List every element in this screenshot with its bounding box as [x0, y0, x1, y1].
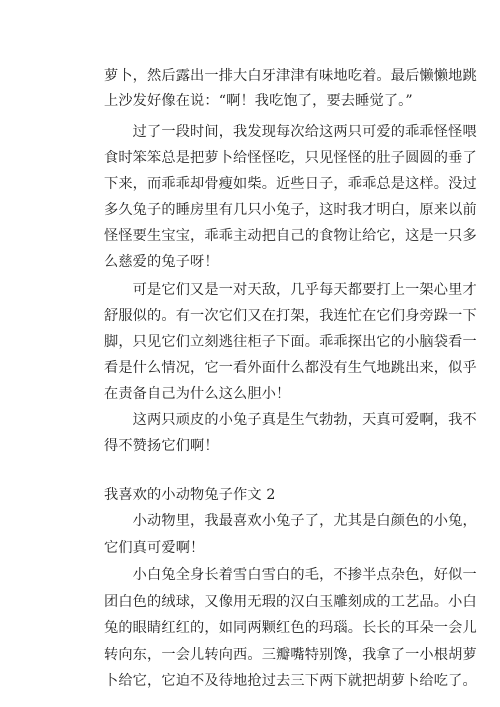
text-line: 脚，只见它们立刻逃往柜子下面。乖乖探出它的小脑袋看一	[104, 334, 477, 350]
text-line: 怪怪要生宝宝，乖乖主动把自己的食物让给它，这是一只多	[104, 228, 477, 244]
text-line: 可是它们又是一对天敌，几乎每天都要打上一架心里才	[104, 282, 477, 298]
text-line: 么慈爱的兔子呀！	[104, 254, 219, 270]
text-line: 小白兔全身长着雪白雪白的毛，不掺半点杂色，好似一	[104, 567, 477, 583]
text-line: 舒服似的。有一次它们又在打架，我连忙在它们身旁跺一下	[104, 308, 477, 324]
section-heading: 我喜欢的小动物兔子作文 2	[104, 487, 276, 503]
text-line: 多久兔子的睡房里有几只小兔子，这时我才明白，原来以前	[104, 202, 477, 218]
text-line: 下来，而乖乖却骨瘦如柴。近些日子，乖乖总是这样。没过	[104, 176, 477, 192]
text-line: 小动物里，我最喜欢小兔子了，尤其是白颜色的小兔，	[104, 513, 477, 529]
text-line: 兔的眼睛红红的，如同两颗红色的玛瑙。长长的耳朵一会儿	[104, 620, 477, 636]
text-line: 卜给它，它迫不及待地抢过去三下两下就把胡萝卜给吃了。	[104, 673, 477, 689]
text-line: 看是什么情况，它一看外面什么都没有生气地跳出来，似乎	[104, 360, 477, 376]
text-line: 过了一段时间，我发现每次给这两只可爱的乖乖怪怪喂	[104, 124, 477, 140]
text-line: 萝卜，然后露出一排大白牙津津有味地吃着。最后懒懒地跳	[104, 68, 477, 84]
text-line: 食时笨笨总是把萝卜给怪怪吃，只见怪怪的肚子圆圆的垂了	[104, 150, 477, 166]
text-line: 得不赞扬它们啊！	[104, 438, 219, 454]
text-line: 在责备自己为什么这么胆小！	[104, 386, 291, 402]
text-line: 转向东，一会儿转向西。三瓣嘴特别馋，我拿了一小根胡萝	[104, 647, 477, 663]
text-line: 它们真可爱啊！	[104, 540, 205, 556]
text-line: 上沙发好像在说：“啊！我吃饱了，要去睡觉了。”	[104, 93, 413, 109]
text-line: 这两只顽皮的小兔子真是生气勃勃，天真可爱啊，我不	[104, 412, 477, 428]
text-line: 团白色的绒球，又像用无瑕的汉白玉雕刻成的工艺品。小白	[104, 594, 477, 610]
